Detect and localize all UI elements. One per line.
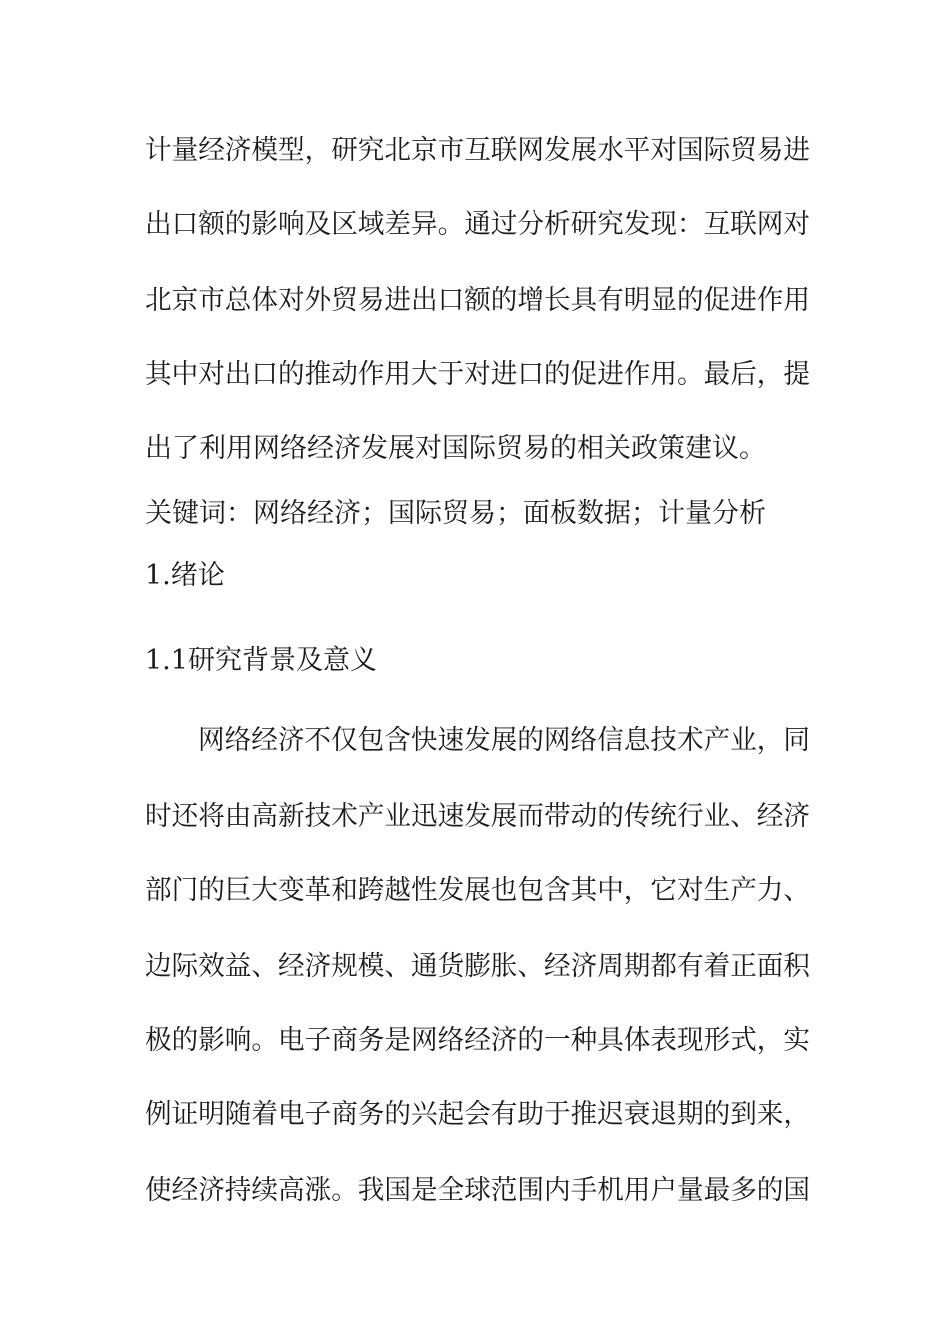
body-line: 使经济持续高涨。我国是全球范围内手机用户量最多的国 <box>145 1175 810 1206</box>
keywords: 关键词：网络经济；国际贸易；面板数据；计量分析 <box>145 498 766 529</box>
abstract-line: 北京市总体对外贸易进出口额的增长具有明显的促进作用 <box>145 285 810 316</box>
abstract-line: 其中对出口的推动作用大于对进口的促进作用。最后，提 <box>145 359 810 390</box>
body-line: 部门的巨大变革和跨越性发展也包含其中，它对生产力、 <box>145 875 810 906</box>
body-line: 时还将由高新技术产业迅速发展而带动的传统行业、经济 <box>145 801 810 832</box>
section-heading: 1.绪论 <box>145 560 225 591</box>
body-line: 网络经济不仅包含快速发展的网络信息技术产业，同 <box>198 725 810 756</box>
body-line: 极的影响。电子商务是网络经济的一种具体表现形式，实 <box>145 1025 810 1056</box>
body-line: 例证明随着电子商务的兴起会有助于推迟衰退期的到来， <box>145 1099 810 1130</box>
abstract-line: 计量经济模型，研究北京市互联网发展水平对国际贸易进 <box>145 135 810 166</box>
body-line: 边际效益、经济规模、通货膨胀、经济周期都有着正面积 <box>145 951 810 982</box>
subsection-heading: 1.1研究背景及意义 <box>145 645 377 676</box>
abstract-line: 出口额的影响及区域差异。通过分析研究发现：互联网对 <box>145 209 810 240</box>
abstract-line: 出了利用网络经济发展对国际贸易的相关政策建议。 <box>145 433 766 464</box>
